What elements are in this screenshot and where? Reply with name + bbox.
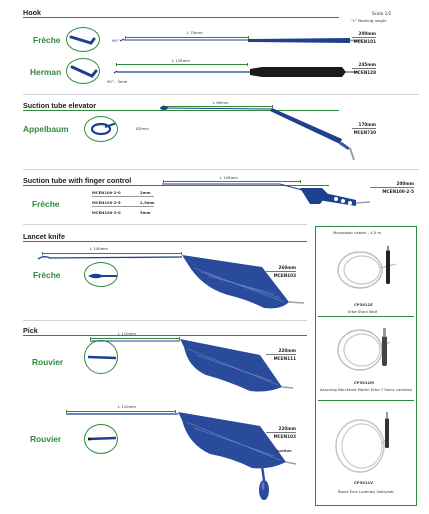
cable-cp3911m-code: CP3911M [354,380,374,385]
hook-herman-label: Herman [30,67,62,77]
lancet-rule [23,241,307,242]
pick-rouvier1-codebox [266,348,296,361]
elevator-tip-size: Ø2mm [136,126,149,131]
lancet-instrument [36,252,306,322]
section-separator [23,224,307,225]
hook-freche-code: MCEN101 [353,38,376,44]
cable-cp3911v-code: CP3911V [354,480,374,485]
cable-cp3911e-code: CP3911E [354,302,373,307]
pick-rouvier2-length: L 110mm [118,404,136,409]
codebox-rule [266,354,296,355]
pick-rouvier2-codebox [266,426,296,439]
elevator-tip-drawing [85,117,118,142]
finger-row-code: MCEN100-2-0 [92,190,121,195]
finger-freche-label: Frèche [32,199,60,209]
section-separator [23,94,419,95]
finger-code: MCEN100-2-5 [382,188,414,194]
finger-row-size: 2,5mm [140,200,155,205]
codebox-rule [266,432,296,433]
hook-herman-size: 245mm [358,62,376,67]
finger-codebox [370,181,414,194]
cable-divider [318,400,414,401]
section-separator [23,169,419,170]
elevator-size: 170mm [358,122,376,127]
lancet-codebox [266,265,296,278]
elevator-appelbaum-label: Appelbaum [23,124,69,134]
table-rule [92,196,154,197]
hook-herman-codebox [352,62,376,75]
hook-herman-detail-circle [66,58,100,84]
cable-cp3911e-image [330,244,410,296]
elevator-code: MCEN730 [353,129,376,135]
section-title-pick: Pick [23,326,38,335]
hook-freche-tip-drawing [67,28,100,52]
elevator-instrument [160,104,360,166]
hook-herman-tip-drawing [67,59,100,84]
hook-freche-label: Frèche [33,35,61,45]
elevator-codebox [352,122,376,135]
cable-cp3911v-image [330,410,410,478]
pick-rule [23,335,307,336]
pick-rouvier2-code: MCEN102 [273,433,296,439]
section-title-finger-control: Suction tube with finger control [23,176,132,185]
hook-herman-code: MCEN128 [353,69,376,75]
cables-title: Monopolar cables - 4,5 m [333,230,382,235]
pick-rouvier1-code: MCEN111 [273,355,296,361]
elevator-length: L 65mm [213,100,229,105]
finger-row-code: MCEN100-2-5 [92,200,121,205]
codebox-rule [352,68,376,69]
codebox-rule [266,271,296,272]
pick-rouvier1-label: Rouvier [32,357,64,367]
cable-cp3911e-desc: Erbe Storz Wolf [348,309,378,314]
codebox-rule [352,37,376,38]
finger-length: L 145mm [220,175,238,180]
lancet-length: L 140mm [90,246,108,251]
elevator-detail-circle [84,116,118,142]
working-length-note: "L" Working length [351,18,387,23]
finger-row-size: 2mm [140,190,151,195]
lancet-code: MCEN103 [273,272,296,278]
hook-freche-codebox [352,31,376,44]
cable-divider [318,316,414,317]
finger-instrument [160,180,380,220]
hook-freche-size: 200mm [358,31,376,36]
finger-row-size: 3mm [140,210,151,215]
codebox-rule [352,128,376,129]
pick-rouvier1-size: 220mm [278,348,296,353]
section-title-hook: Hook [23,8,41,17]
pick-rouvier2-suction-note: suction [276,448,292,453]
finger-size: 200mm [396,181,414,186]
hook-freche-length: L 70mm [187,30,203,35]
pick-rouvier2-size: 220mm [278,426,296,431]
hook-freche-detail-circle [66,27,100,52]
hook-herman-angle: 90° - 3mm [107,79,128,84]
hook-freche-instrument [118,36,368,46]
cable-cp3911m-image [330,322,410,378]
section-separator [23,320,307,321]
pick-rouvier2-label: Rouvier [30,434,62,444]
section-title-elevator: Suction tube elevator [23,101,97,110]
hook-freche-angle: 90° [112,38,119,43]
lancet-size: 260mm [278,265,296,270]
table-rule [92,206,154,207]
pick-rouvier2-instrument [64,410,304,510]
cable-cp3911v-desc: Bovie Emc Lamidey Valleylab [338,489,394,494]
lancet-freche-label: Frèche [33,270,61,280]
hook-herman-length: L 135mm [172,58,190,63]
codebox-rule [370,187,414,188]
scale-label: Scale 1/2 [372,11,392,16]
finger-row-code: MCEN100-3-0 [92,210,121,215]
hook-rule [23,17,339,18]
hook-herman-instrument [112,64,372,80]
cable-cp3911m-desc: Aesculap Berchtold Martin Erbe T Sonic Lamidey [319,387,413,392]
section-title-lancet: Lancet knife [23,232,65,241]
pick-rouvier1-length: L 110mm [118,331,136,336]
